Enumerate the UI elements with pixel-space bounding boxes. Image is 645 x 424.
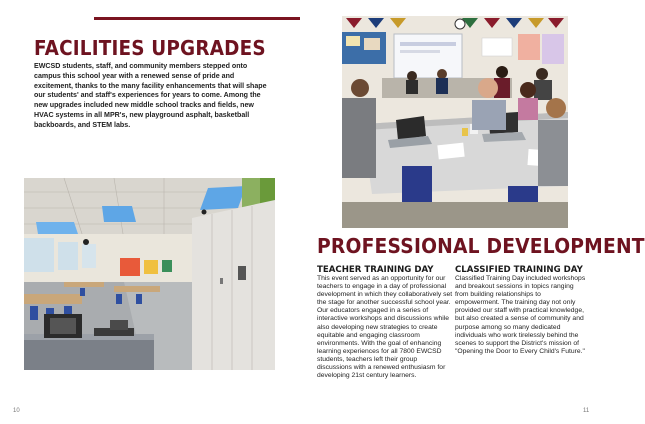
classified-training-heading: CLASSIFIED TRAINING DAY — [455, 265, 583, 275]
classified-training-paragraph: Classified Training Day included workshops and breakout sessions in topics ranging from building relationships to empowerment. The training day not only provided our staff with practical knowledge, but also created a sense of community and purpose among so many dedicated individuals who work tirelessly behind the scenes to support the District's mission of "Opening the Door to Every Child's Future." — [455, 275, 586, 355]
facilities-title: FACILITIES UPGRADES — [34, 36, 266, 60]
left-page — [0, 0, 300, 424]
teacher-training-paragraph: This event served as an opportunity for our teachers to engage in a day of professional development in which they collaboratively set the stage for another successful school year. Our educators engaged in a series of interactive workshops and discussions while also developing new strategies to create equitable and engaging classroom environments. With the goal of enhancing learning experiences for all 7800 EWCSD students, teachers left their group discussions with a renewed enthusiasm for developing 21st century learners. — [317, 275, 453, 380]
header-rule — [94, 17, 300, 20]
facility-classroom-photo — [24, 178, 275, 370]
teacher-training-photo — [342, 16, 568, 228]
facilities-paragraph: EWCSD students, staff, and community members stepped onto campus this school year with a renewed sense of pride and excitement, thanks to the many facility enhancements that will shape our students' and staff's experiences for years to come. Among the new upgrades included new middle school tracks and fields, new HVAC systems in all MPR's, new playground asphalt, basketball backboards, and STEM labs. — [34, 62, 267, 129]
teacher-training-heading: TEACHER TRAINING DAY — [317, 265, 434, 275]
professional-development-title: PROFESSIONAL DEVELOPMENT — [317, 234, 645, 258]
right-page — [300, 0, 645, 424]
page-number: 11 — [583, 408, 590, 414]
page-number: 10 — [13, 408, 20, 414]
